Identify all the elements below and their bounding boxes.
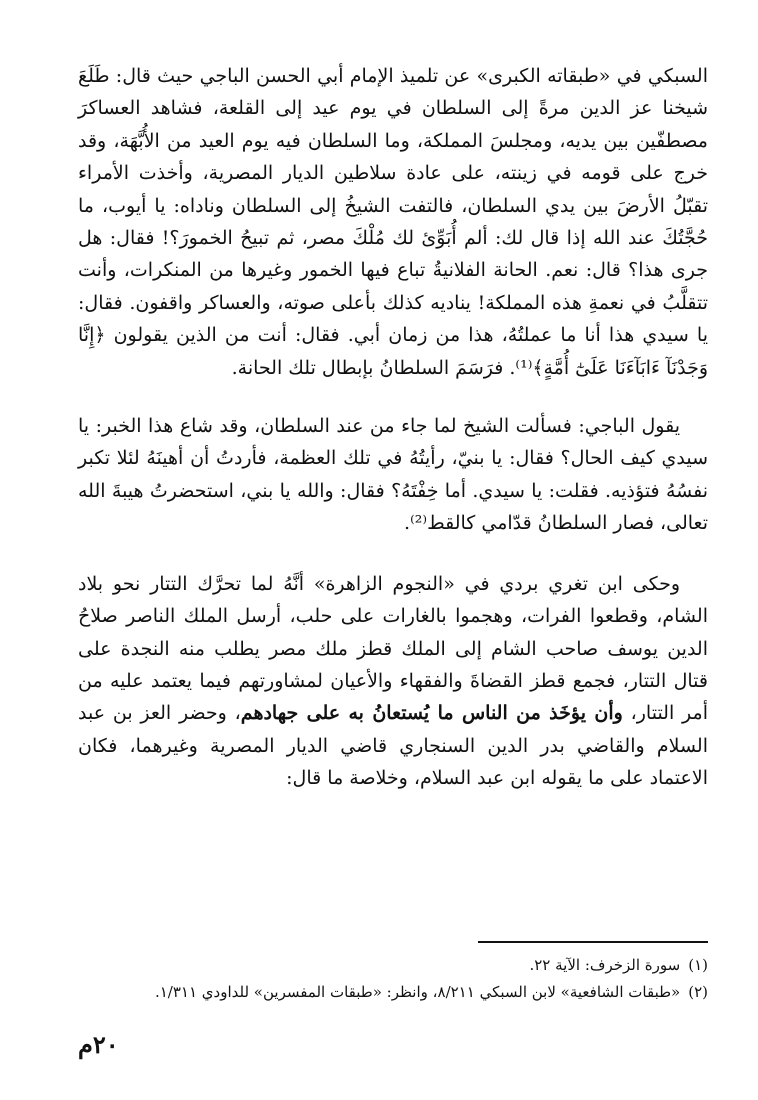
footnote-ref-2: ⁽²⁾ xyxy=(410,512,428,535)
paragraph-1-text: السبكي في «طبقاته الكبرى» عن تلميذ الإمام أبي الحسن الباجي حيث قال: طَلَعَ شيخنا عز الدين مرةً إلى السلطان في يوم عيد إلى القلعة، فشاهد العساكرَ مصطفّين بين يديه، ومجلسَ المملكة، وما السلطان فيه يوم العيد من الأُبَّهَة، وقد خرج على قومه في زينته، على عادة سلاطين الديار المصرية، وأخذت الأمراء تقبّلُ الأرضَ بين يدي السلطان، فالتفت الشيخُ إلى السلطان وناداه: يا أيوب، ما حُجَّتُكَ عند الله إذا قال لك: ألم أُبَوِّئ لك مُلْكَ مصر، ثم تبيحُ الخمورَ؟! فقال: هل جرى هذا؟ قال: نعم. الحانة الفلانيةُ تباع فيها الخمور وغيرها من المنكرات، وأنت تتقلَّبُ في نعمةِ هذه المملكة! يناديه كذلك بأعلى صوته، والعساكر واقفون. فقال: يا سيدي هذا أنا ما عملتُهُ، هذا من زمان أبي. فقال: أنت من الذين يقولون ﴿إِنَّا وَجَدْنَآ ءَابَآءَنَا عَلَىٰٓ أُمَّةٍ﴾ xyxy=(78,65,708,379)
paragraph-3-emphasis: وأن يؤخَذ من الناس ما يُستعانُ به على جهادهم xyxy=(240,702,623,725)
paragraph-2 xyxy=(78,410,708,540)
footnote-1-text: سورة الزخرف: الآية ٢٢. xyxy=(529,956,681,974)
page-number: ٢٠م xyxy=(78,1030,119,1059)
footnote-1-number: (١) xyxy=(688,956,708,974)
paragraph-1 xyxy=(78,60,708,384)
paragraph-1-end: . فرَسَمَ السلطانُ بإبطال تلك الحانة. xyxy=(231,356,516,379)
footnote-2-number: (٢) xyxy=(688,983,708,1001)
footnote-1 xyxy=(78,952,708,979)
page-body xyxy=(78,60,708,795)
paragraph-2-end: . xyxy=(404,512,411,535)
footnotes xyxy=(78,952,708,1006)
paragraph-3-end: ، وحضر العز بن عبد السلام والقاضي بدر الدين السنجاري قاضي الديار المصرية وغيرهما، فكان الاعتماد على ما يقوله ابن عبد السلام، وخلاصة ما قال: xyxy=(78,702,708,790)
footnote-ref-1: ⁽¹⁾ xyxy=(515,356,533,379)
footnote-divider xyxy=(478,941,708,943)
paragraph-2-text: يقول الباجي: فسألت الشيخ لما جاء من عند السلطان، وقد شاع هذا الخبر: يا سيدي كيف الحال؟ فقال: يا بنيّ، رأيتُهُ في تلك العظمة، فأردتُ أن أهينَهُ لئلا تكبر نفسُهُ فتؤذيه. فقلت: يا سيدي. أما خِفْتَهُ؟ فقال: والله يا بني، استحضرتُ هيبةَ الله تعالى، فصار السلطانُ قدّامي كالقط xyxy=(78,415,708,535)
paragraph-3-text: وحكى ابن تغري بردي في «النجوم الزاهرة» أنَّهُ لما تحرَّك التتار نحو بلاد الشام، وقطعوا الفرات، وهجموا بالغارات على حلب، أرسل الملك الناصر صلاحُ الدين يوسف صاحب الشام إلى الملك قطز ملك مصر يطلب منه النجدة على قتال التتار، فجمع قطز القضاةَ والفقهاء والأعيان لمشاورتهم فيما يعتمد عليه من أمر التتار، xyxy=(78,572,709,725)
paragraph-3 xyxy=(78,568,708,795)
footnote-2-text: «طبقات الشافعية» لابن السبكي ٨/٢١١، وانظر: «طبقات المفسرين» للداودي ١/٣١١. xyxy=(154,983,681,1001)
footnote-2 xyxy=(78,979,708,1006)
